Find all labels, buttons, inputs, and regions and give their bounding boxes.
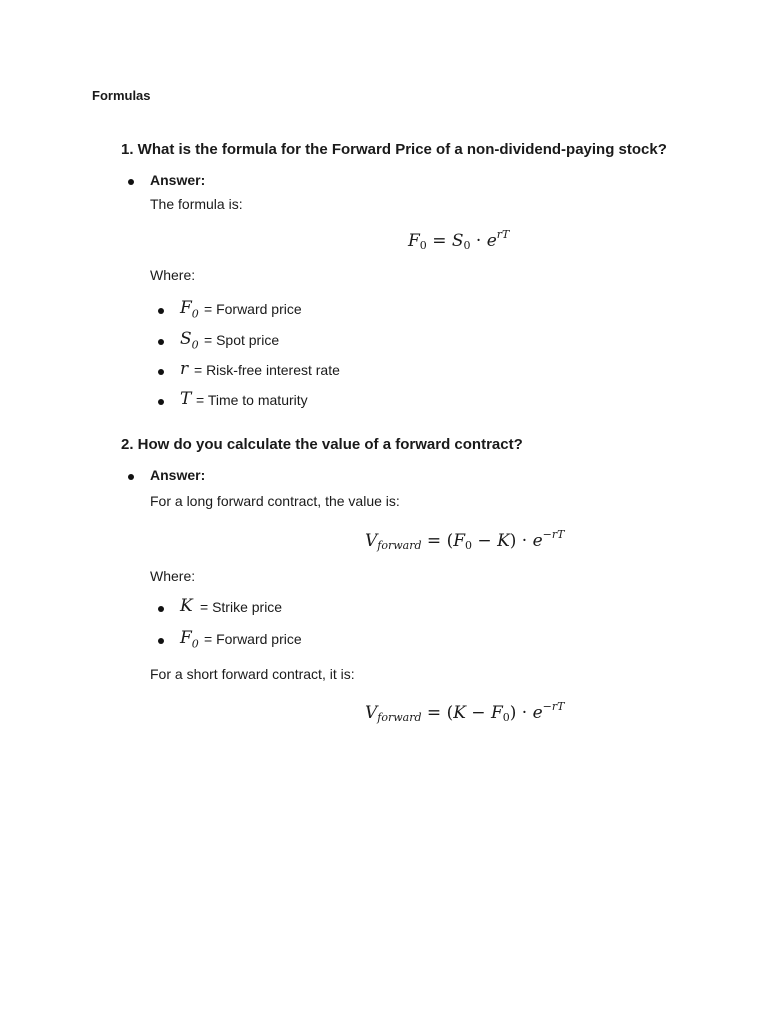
definition-desc: = Spot price — [204, 332, 280, 348]
long-contract-intro: For a long forward contract, the value is: — [150, 493, 400, 509]
definition-symbol: $F_0$ — [180, 628, 199, 651]
short-contract-intro: For a short forward contract, it is: — [150, 666, 355, 682]
bullet-dot — [158, 399, 164, 405]
answer-1-label: Answer: — [150, 172, 206, 188]
answer-2-where: Where: — [150, 568, 196, 584]
definition-desc: = Strike price — [200, 599, 283, 615]
answer-1-where: Where: — [150, 267, 196, 283]
definition-symbol: T — [180, 389, 192, 409]
definition-desc: = Forward price — [204, 631, 302, 647]
bullet-dot — [158, 339, 164, 345]
forward-price-formula: $F_0 = S_0 \cdot e^{rT}$ — [408, 228, 510, 252]
definition-desc: = Risk-free interest rate — [194, 362, 340, 378]
definition-symbol: r — [180, 359, 189, 379]
bullet-dot — [158, 638, 164, 644]
definition-symbol: K — [180, 596, 193, 616]
definition-desc: = Time to maturity — [196, 392, 308, 408]
bullet-dot — [158, 606, 164, 612]
definition-desc: = Forward price — [204, 301, 302, 317]
question-2-heading: 2. How do you calculate the value of a forward contract? — [121, 436, 523, 453]
short-forward-formula: $V_{forward} = (K - F_0) \cdot e^{-rT}$ — [365, 700, 565, 724]
question-1-heading: 1. What is the formula for the Forward Price of a non-dividend-paying stock? — [121, 141, 667, 158]
bullet-dot — [128, 474, 134, 480]
document-title: Formulas — [92, 88, 151, 103]
answer-1-intro: The formula is: — [150, 196, 243, 212]
definition-symbol: $F_0$ — [180, 298, 199, 321]
bullet-dot — [158, 308, 164, 314]
bullet-dot — [128, 179, 134, 185]
definition-symbol: $S_0$ — [180, 329, 199, 352]
bullet-dot — [158, 369, 164, 375]
long-forward-formula: $V_{forward} = (F_0 - K) \cdot e^{-rT}$ — [365, 528, 565, 552]
answer-2-label: Answer: — [150, 467, 206, 483]
